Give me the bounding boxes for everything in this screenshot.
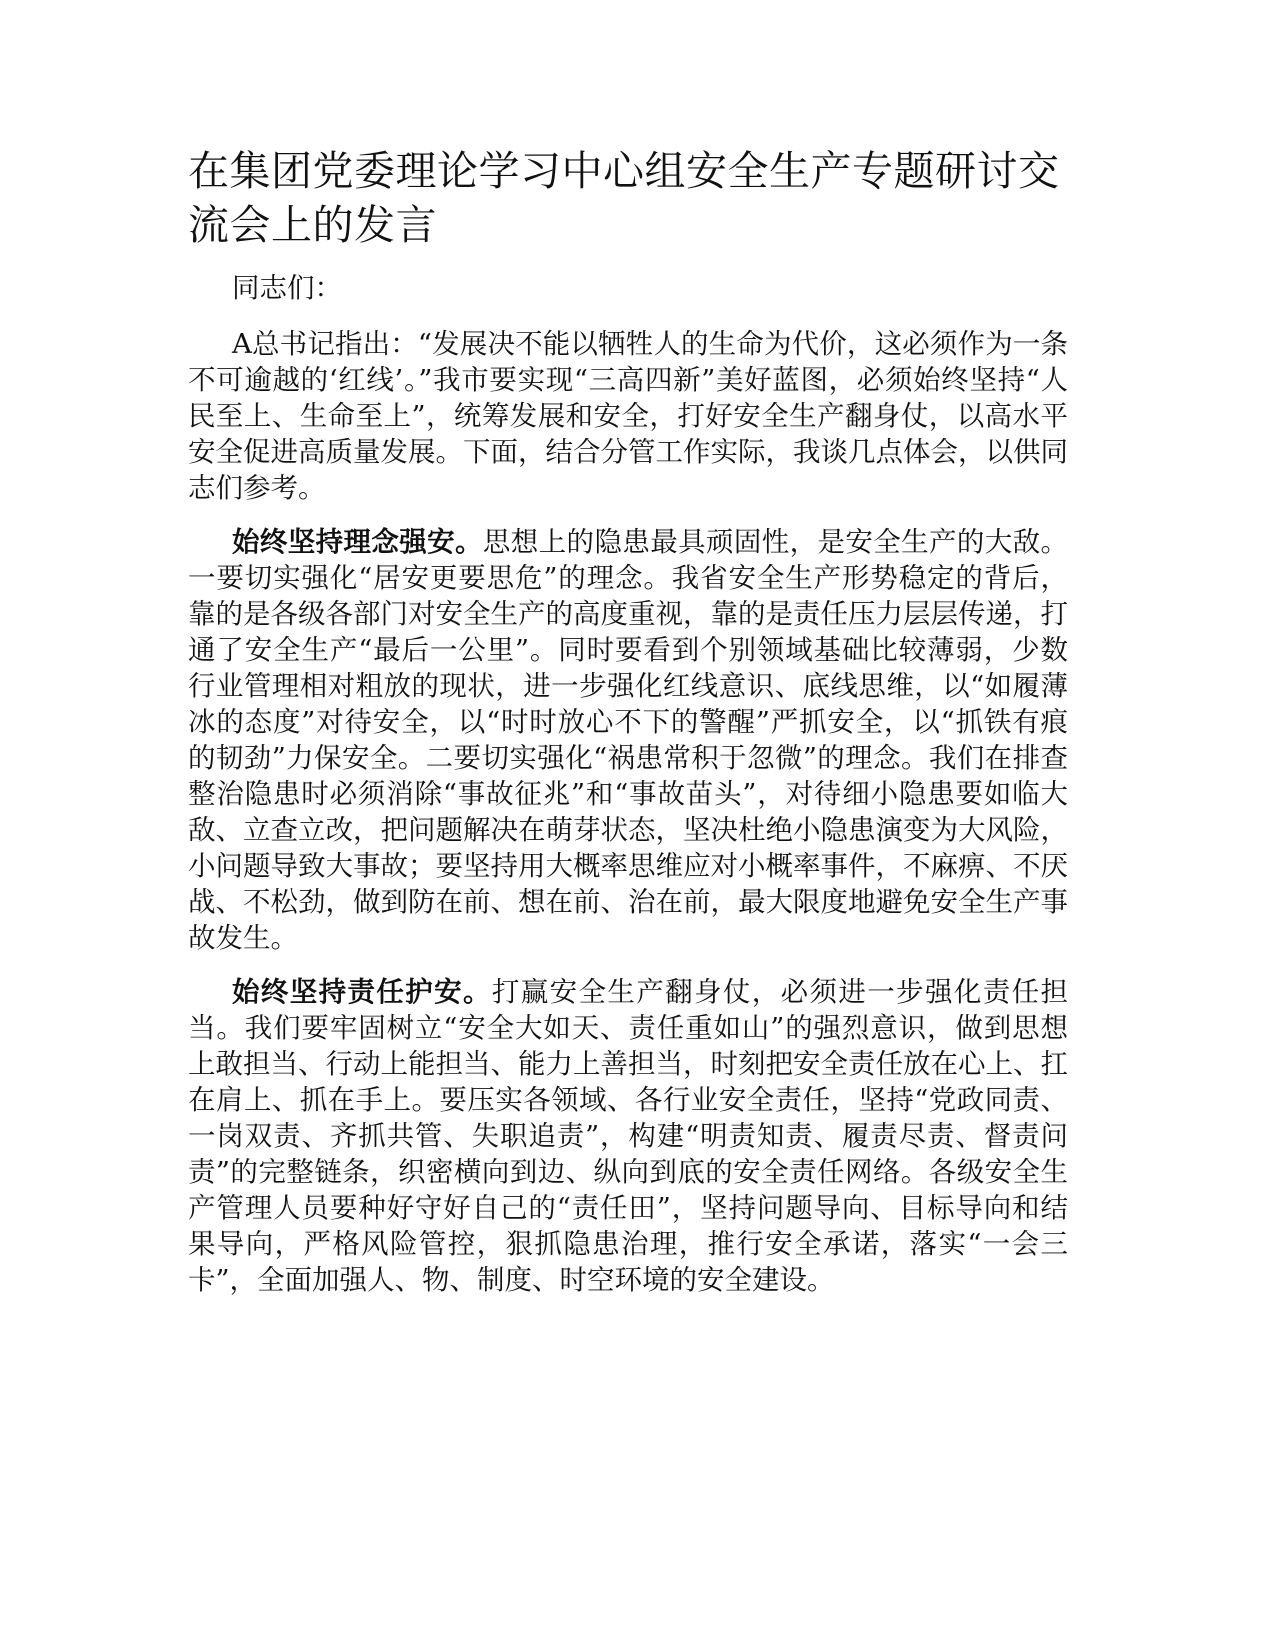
paragraph-concept-safety [188,524,1068,956]
paragraph-concept-safety-text: 思想上的隐患最具顽固性，是安全生产的大敌。一要切实强化“居安更要思危”的理念。我省安全生产形势稳定的背后，靠的是各级各部门对安全生产的高度重视，靠的是责任压力层层传递，打通了安全生产“最后一公里”。同时要看到个别领域基础比较薄弱，少数行业管理相对粗放的现状，进一步强化红线意识、底线思维，以“如履薄冰的态度”对待安全，以“时时放心不下的警醒”严抓安全，以“抓铁有痕的韧劲”力保安全。二要切实强化“祸患常积于忽微”的理念。我们在排查整治隐患时必须消除“事故征兆”和“事故苗头”，对待细小隐患要如临大敌、立查立改，把问题解决在萌芽状态，坚决杜绝小隐患演变为大风险，小问题导致大事故；要坚持用大概率思维应对小概率事件，不麻痹、不厌战、不松劲，做到防在前、想在前、治在前，最大限度地避免安全生产事故发生。 [188,526,1069,954]
paragraph-concept-safety-heading: 始终坚持理念强安。 [232,526,483,558]
paragraph-responsibility-safety-heading: 始终坚持责任护安。 [232,976,492,1008]
paragraph-responsibility-safety [188,974,1068,1298]
paragraph-intro [188,326,1068,506]
document-body [188,144,1068,1316]
paragraph-intro-text: A总书记指出：“发展决不能以牺牲人的生命为代价，这必须作为一条不可逾越的‘红线’。”我市要实现“三高四新”美好蓝图，必须始终坚持“人民至上、生命至上”，统筹发展和安全，打好安全生产翻身仗，以高水平安全促进高质量发展。下面，结合分管工作实际，我谈几点体会，以供同志们参考。 [188,328,1068,504]
paragraph-responsibility-safety-text: 打赢安全生产翻身仗，必须进一步强化责任担当。我们要牢固树立“安全大如天、责任重如山”的强烈意识，做到思想上敢担当、行动上能担当、能力上善担当，时刻把安全责任放在心上、扛在肩上、抓在手上。要压实各领域、各行业安全责任，坚持“党政同责、一岗双责、齐抓共管、失职追责”，构建“明责知责、履责尽责、督责问责”的完整链条，织密横向到边、纵向到底的安全责任网络。各级安全生产管理人员要种好守好自己的“责任田”，坚持问题导向、目标导向和结果导向，严格风险管控，狠抓隐患治理，推行安全承诺，落实“一会三卡”，全面加强人、物、制度、时空环境的安全建设。 [188,976,1068,1296]
document-title: 在集团党委理论学习中心组安全生产专题研讨交流会上的发言 [188,147,1060,249]
salutation: 同志们： [232,272,342,304]
